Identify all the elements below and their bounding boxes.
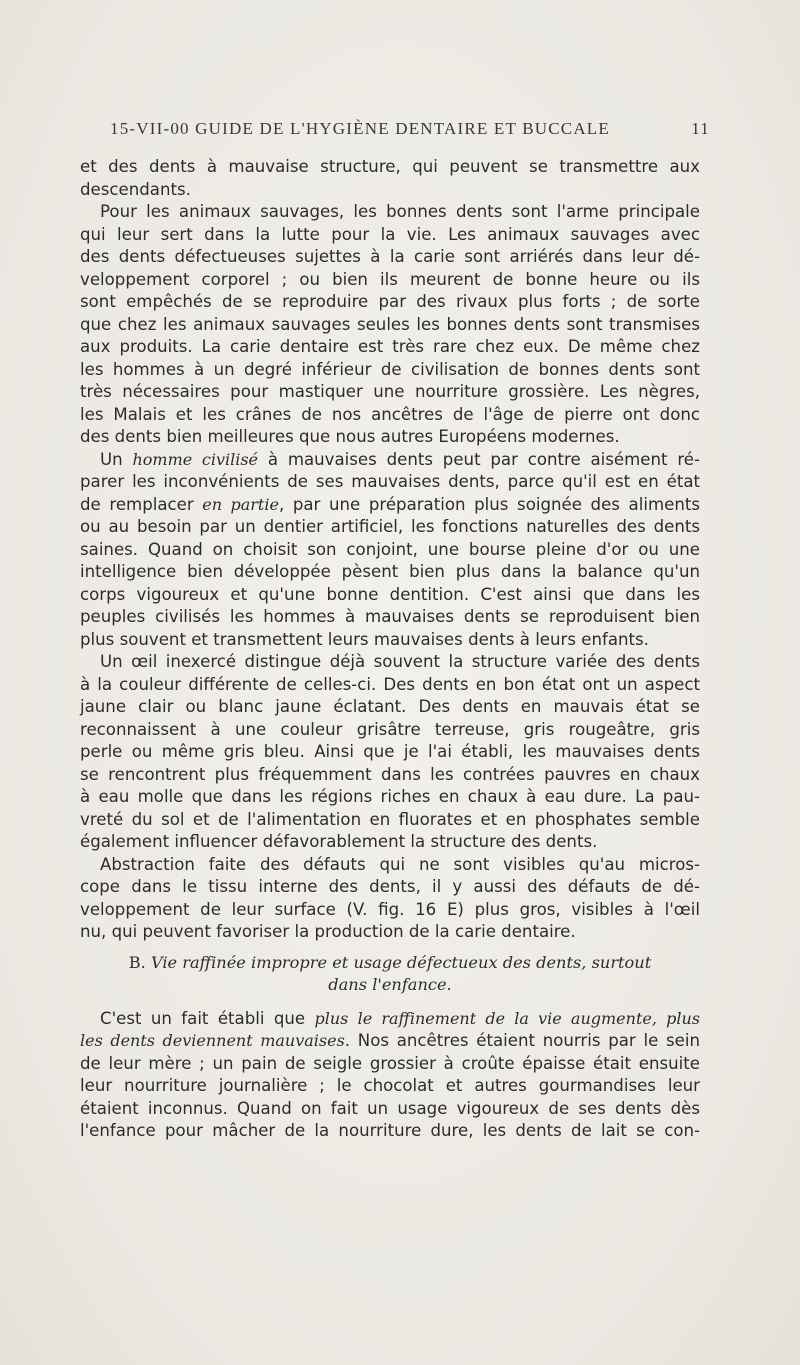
text-line: [80, 1008, 700, 1031]
text-line: qui leur sert dans la lutte pour la vie. Les animaux sauvages avec: [80, 224, 700, 244]
section-heading-line: dans l'enfance.: [328, 974, 452, 994]
text-run: à mauvaises dents peut par contre aisément ré-: [258, 449, 701, 469]
text-line: [80, 449, 700, 472]
spacer: [80, 944, 700, 952]
text-run: Un: [100, 449, 133, 469]
text-line: les Malais et les crânes de nos ancêtres de l'âge de pierre ont donc: [80, 404, 700, 424]
text-line: [80, 494, 700, 517]
text-run: C'est un fait établi que: [100, 1008, 315, 1028]
text-line: veloppement de leur surface (V. fig. 16 E) plus gros, visibles à l'œil: [80, 899, 700, 919]
text-line: l'enfance pour mâcher de la nourriture dure, les dents de lait se con-: [80, 1121, 700, 1140]
text-line: veloppement corporel ; ou bien ils meurent de bonne heure ou ils: [80, 269, 700, 289]
text-line: les hommes à un degré inférieur de civilisation de bonnes dents sont: [80, 359, 700, 379]
text-line: nu, qui peuvent favoriser la production de la carie dentaire.: [80, 922, 576, 941]
text-line: étaient inconnus. Quand on fait un usage vigoureux de ses dents dès: [80, 1098, 700, 1118]
italic-phrase: plus le raffinement de la vie augmente, plus: [314, 1008, 700, 1028]
text-run: de remplacer: [80, 494, 203, 514]
italic-phrase: les dents deviennent mauvaises: [80, 1031, 345, 1050]
section-title: Vie raffinée impropre et usage défectueux des dents, surtout: [150, 952, 652, 972]
text-line: à eau molle que dans les régions riches en chaux à eau dure. La pau-: [80, 787, 700, 806]
text-line: leur nourriture journalière ; le chocolat et autres gourmandises leur: [80, 1076, 700, 1095]
text-line: perle ou même gris bleu. Ainsi que je l'ai établi, les mauvaises dents: [80, 742, 700, 761]
italic-phrase: en partie: [202, 494, 279, 514]
body-text: [80, 156, 700, 1143]
text-line: Pour les animaux sauvages, les bonnes dents sont l'arme principale: [100, 202, 700, 221]
text-line: à la couleur différente de celles-ci. Des dents en bon état ont un aspect: [80, 674, 700, 694]
text-line: se rencontrent plus fréquemment dans les contrées pauvres en chaux: [80, 764, 700, 784]
spacer: [80, 996, 700, 1008]
text-line: cope dans le tissu interne des dents, il y aussi des défauts de dé-: [80, 877, 700, 896]
text-line: également influencer défavorablement la structure des dents.: [80, 832, 598, 851]
text-run: , par une préparation plus soignée des aliments: [278, 494, 700, 514]
text-run: . Nos ancêtres étaient nourris par le sein: [344, 1031, 700, 1050]
section-letter: B.: [128, 952, 151, 972]
text-line: de leur mère ; un pain de seigle grossier à croûte épaisse était ensuite: [80, 1053, 700, 1073]
text-line: que chez les animaux sauvages seules les bonnes dents sont transmises: [80, 314, 700, 334]
page-number: 11: [691, 119, 710, 138]
italic-phrase: homme civilisé: [132, 449, 259, 469]
text-line: ou au besoin par un dentier artificiel, les fonctions naturelles des dents: [80, 517, 700, 536]
text-line: corps vigoureux et qu'une bonne dentition. C'est ainsi que dans les: [80, 584, 700, 604]
text-line: jaune clair ou blanc jaune éclatant. Des dents en mauvais état se: [80, 697, 700, 716]
text-line: descendants.: [80, 179, 191, 199]
text-line: parer les inconvénients de ses mauvaises dents, parce qu'il est en état: [80, 472, 700, 491]
text-line: des dents bien meilleures que nous autres Européens modernes.: [80, 427, 620, 446]
text-line: des dents défectueuses sujettes à la carie sont arriérés dans leur dé-: [80, 247, 700, 266]
text-line: aux produits. La carie dentaire est très rare chez eux. De même chez: [80, 337, 700, 356]
text-line: et des dents à mauvaise structure, qui peuvent se transmettre aux: [80, 157, 700, 176]
text-line: reconnaissent à une couleur grisâtre terreuse, gris rougeâtre, gris: [80, 719, 700, 739]
running-header: [110, 119, 710, 139]
section-heading: [80, 952, 700, 996]
text-line: vreté du sol et de l'alimentation en fluorates et en phosphates semble: [80, 809, 700, 829]
text-line: Abstraction faite des défauts qui ne sont visibles qu'au micros-: [100, 854, 700, 874]
text-line: [80, 1030, 700, 1053]
running-title: 15-VII-00 GUIDE DE L'HYGIÈNE DENTAIRE ET BUCCALE: [110, 119, 610, 138]
section-heading-line: [80, 952, 700, 974]
text-line: peuples civilisés les hommes à mauvaises dents se reproduisent bien: [80, 607, 700, 626]
text-line: saines. Quand on choisit son conjoint, une bourse pleine d'or ou une: [80, 539, 700, 559]
text-line: sont empêchés de se reproduire par des rivaux plus forts ; de sorte: [80, 292, 700, 311]
text-line: très nécessaires pour mastiquer une nourriture grossière. Les nègres,: [80, 382, 700, 401]
text-line: plus souvent et transmettent leurs mauvaises dents à leurs enfants.: [80, 629, 649, 649]
text-line: Un œil inexercé distingue déjà souvent la structure variée des dents: [100, 652, 700, 671]
text-line: intelligence bien développée pèsent bien plus dans la balance qu'un: [80, 562, 700, 581]
